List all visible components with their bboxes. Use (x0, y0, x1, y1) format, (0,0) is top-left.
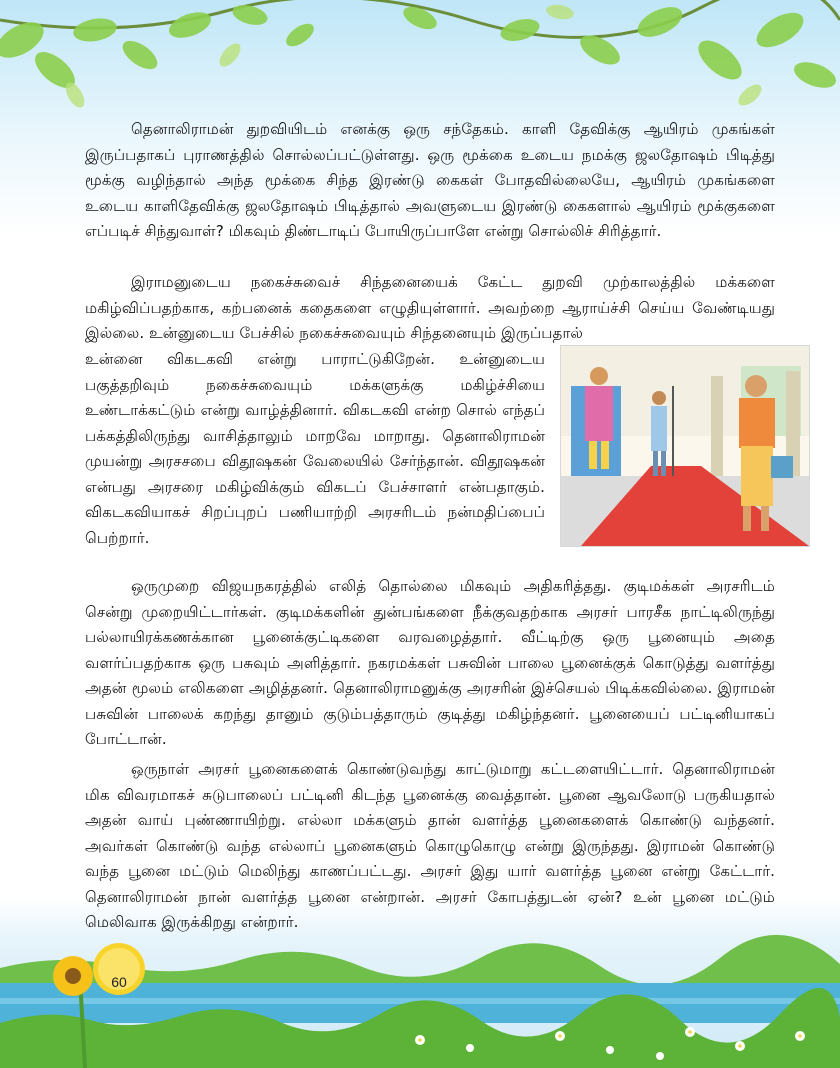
page-number: 60 (111, 974, 127, 990)
paragraph-4-text: ஒருநாள் அரசர் பூனைகளைக் கொண்டுவந்து காட்டுமாறு கட்டளையிட்டார். தெனாலிராமன் மிக விவரமாகச் சுடுபாலைப் பட்டினி கிடந்த பூனைக்கு வைத்தான். பூனை ஆவலோடு பருகியதால் அதன் வாய் புண்ணாயிற்று. எல்லா மக்களும் தான் வளர்த்த பூனைகளைக் கொண்டு வந்தனர். அவர்கள் கொண்டு வந்த எல்லாப் பூனைகளும் கொழுகொழு என்று இருந்தது. இராமன் கொண்டு வந்த பூனை மட்டும் மெலிந்து காணப்பட்டது. அரசர் இது யார் வளர்த்த பூனை என்று கேட்டார். தெனாலிராமன் நான் வளர்த்த பூனை என்றான். அரசர் கோபத்துடன் ஏன்? உன் பூனை மட்டும் மெலிவாக இருக்கிறது என்றார். (85, 760, 775, 931)
paragraph-3-text: ஒருமுறை விஜயநகரத்தில் எலித் தொல்லை மிகவும் அதிகரித்தது. குடிமக்கள் அரசரிடம் சென்று முறையிட்டார்கள். குடிமக்களின் துன்பங்களை நீக்குவதற்காக அரசர் பாரசீக நாட்டிலிருந்து பல்லாயிரக்கணக்கான பூனைக்குட்டிகளை வரவழைத்தார். வீட்டிற்கு ஒரு பூனையும் அதை வளர்ப்பதற்காக ஒரு பசுவும் அளித்தார். நகரமக்கள் பசுவின் பாலை பூனைக்குக் கொடுத்து வளர்த்து அதன் மூலம் எலிகளை அழித்தனர். தெனாலிராமனுக்கு அரசரின் இச்செயல் பிடிக்கவில்லை. இராமன் பசுவின் பாலைக் கறந்து தானும் குடும்பத்தாரும் குடித்து மகிழ்ந்தனர். பூனையைப் பட்டினியாகப் போட்டான். (85, 577, 775, 748)
paragraph-3 (85, 574, 775, 753)
paragraph-2-continued: உன்னை விகடகவி என்று பாராட்டுகிறேன். உன்னுடைய பகுத்தறிவும் நகைச்சுவையும் மக்களுக்கு மகிழ்ச்சியை உண்டாக்கட்டும் என்று வாழ்த்தினார். விகடகவி என்ற சொல் எந்தப் பக்கத்திலிருந்து வாசித்தாலும் மாறவே மாறாது. தெனாலிராமன் முயன்று அரசசபை விதூஷகன் வேலையில் சேர்ந்தான். விதூஷகன் என்பது அரசரை மகிழ்விக்கும் விகடப் பேச்சாளர் என்பதாகும். விகடகவியாகச் சிறப்புறப் பணியாற்றி அரசரிடம் நன்மதிப்பைப் பெற்றார். (85, 350, 545, 547)
paragraph-1-text: தெனாலிராமன் துறவியிடம் எனக்கு ஒரு சந்தேகம். காளி தேவிக்கு ஆயிரம் முகங்கள் இருப்பதாகப் புராணத்தில் சொல்லப்பட்டுள்ளது. ஒரு மூக்கை உடைய நமக்கு ஜலதோஷம் பிடித்து மூக்கு வழிந்தால் அந்த மூக்கை சிந்த இரண்டு கைகள் போதவில்லையே, ஆயிரம் முகங்களை உடைய காளிதேவிக்கு ஜலதோஷம் பிடித்தால் அவளுடைய இரண்டு கைகளால் ஆயிரம் மூக்குகளை எப்படிச் சிந்துவாள்? மிகவும் திண்டாடிப் போயிருப்பாளே என்று சொல்லிச் சிரித்தார். (85, 120, 775, 240)
paragraph-4 (85, 757, 775, 936)
paragraph-2 (85, 270, 775, 347)
green-leaves-branch-icon (0, 0, 840, 110)
royal-court-illustration-icon (560, 345, 810, 547)
paragraph-1 (85, 117, 775, 245)
paragraph-2-text: இராமனுடைய நகைச்சுவைச் சிந்தனையைக் கேட்ட துறவி முற்காலத்தில் மக்களை மகிழ்விப்பதற்காக, கற்பனைக் கதைகளை எழுதியுள்ளார். அவற்றை ஆராய்ச்சி செய்ய வேண்டியது இல்லை. உன்னுடைய பேச்சில் நகைச்சுவையும் சிந்தனையும் இருப்பதால் (85, 273, 775, 342)
